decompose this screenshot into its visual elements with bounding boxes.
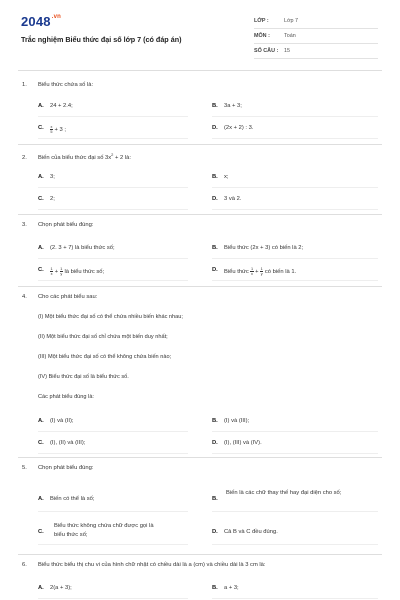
question-3-title bbox=[22, 222, 93, 228]
option-text: $\frac{x}{5}$ + 3 ; bbox=[50, 125, 66, 134]
question-6-title bbox=[22, 562, 266, 568]
question-1-option-d[interactable] bbox=[212, 120, 378, 139]
fraction: $\frac{1}{y}$ bbox=[60, 267, 63, 276]
question-4-title bbox=[22, 294, 97, 300]
option-letter: C. bbox=[38, 196, 44, 202]
meta-value: Lớp 7 bbox=[284, 18, 299, 24]
question-2-option-c[interactable] bbox=[38, 191, 188, 210]
question-3-option-d[interactable] bbox=[212, 262, 378, 281]
option-text: (I) và (III); bbox=[224, 418, 250, 424]
option-letter: B. bbox=[212, 103, 218, 109]
fraction: $\frac{1}{x}$ bbox=[250, 267, 254, 276]
option-text: Biểu thức $\frac{1}{x}$ + $\frac{1}{y}$ có biến là 1. bbox=[224, 267, 297, 276]
option-letter: B. bbox=[212, 245, 218, 251]
question-2-option-d[interactable] bbox=[212, 191, 378, 210]
option-text: 3a + 3; bbox=[224, 103, 242, 109]
option-letter: D. bbox=[212, 196, 218, 202]
question-number: 3. bbox=[22, 222, 27, 228]
option-text: (I) và (II); bbox=[50, 418, 74, 424]
question-4-option-a[interactable] bbox=[38, 413, 188, 432]
fraction: $\frac{1}{y}$ bbox=[260, 267, 263, 276]
option-letter: D. bbox=[212, 440, 218, 446]
header-divider bbox=[18, 70, 382, 71]
statement: (I) Một biểu thức đại số có thể chứa nhiều biến khác nhau; bbox=[38, 314, 183, 320]
meta-grade bbox=[254, 14, 378, 29]
question-1-option-a[interactable] bbox=[38, 98, 188, 117]
question-number: 6. bbox=[22, 562, 27, 568]
option-letter: A. bbox=[38, 496, 44, 502]
option-text: $\frac{1}{x}$ + $\frac{1}{y}$ là biểu thức số; bbox=[50, 267, 105, 276]
option-letter: A. bbox=[38, 174, 44, 180]
question-text: Biểu thức chứa số là: bbox=[38, 82, 94, 88]
option-text: Biểu thức (2x + 3) có biến là 2; bbox=[224, 245, 304, 251]
meta-question-count bbox=[254, 44, 378, 59]
option-letter: B. bbox=[212, 174, 218, 180]
option-text: 2; bbox=[50, 196, 55, 202]
question-divider bbox=[18, 286, 382, 287]
question-2-option-b[interactable] bbox=[212, 169, 378, 188]
option-text: (2. 3 + 7) là biểu thức số; bbox=[50, 245, 115, 251]
question-6-option-b[interactable] bbox=[212, 580, 378, 599]
option-text: x; bbox=[224, 174, 229, 180]
question-5-title bbox=[22, 465, 93, 471]
question-1-title bbox=[22, 82, 93, 88]
question-text: Cho các phát biểu sau: bbox=[38, 294, 98, 300]
question-5-option-a[interactable] bbox=[38, 487, 188, 512]
question-number: 2. bbox=[22, 154, 27, 161]
meta-label: MÔN : bbox=[254, 33, 270, 39]
option-text: Biến có thể là số; bbox=[50, 496, 95, 502]
meta-label: SỐ CÂU : bbox=[254, 48, 279, 54]
statement: (III) Một biểu thức đại số có thể không chứa biến nào; bbox=[38, 354, 172, 360]
question-2-option-a[interactable] bbox=[38, 169, 188, 188]
question-5-option-d[interactable] bbox=[212, 520, 378, 545]
option-letter: A. bbox=[38, 245, 44, 251]
option-text: 24 + 2.4; bbox=[50, 103, 73, 109]
question-number: 5. bbox=[22, 465, 27, 471]
question-3-option-b[interactable] bbox=[212, 240, 378, 259]
question-1-option-c[interactable] bbox=[38, 120, 188, 139]
question-4-option-b[interactable] bbox=[212, 413, 378, 432]
question-divider bbox=[18, 457, 382, 458]
option-text: Biểu thức không chứa chữ được gọi là biểu thức số; bbox=[54, 523, 154, 538]
logo-main: 2048 bbox=[21, 14, 51, 29]
option-text: 2(a + 3); bbox=[50, 585, 72, 591]
option-text: (2x + 2) : 3. bbox=[224, 125, 254, 131]
question-6-option-a[interactable] bbox=[38, 580, 188, 599]
option-text: 3 và 2. bbox=[224, 196, 242, 202]
option-letter: D. bbox=[212, 125, 218, 131]
option-text: Biến là các chữ thay thế hay đại diện cho số; bbox=[226, 490, 342, 496]
meta-label: LỚP : bbox=[254, 18, 269, 24]
meta-subject bbox=[254, 29, 378, 44]
page-header bbox=[0, 0, 400, 70]
document-title: Trắc nghiệm Biểu thức đại số lớp 7 (có đáp án) bbox=[21, 35, 182, 44]
question-3-option-a[interactable] bbox=[38, 240, 188, 259]
question-2-title bbox=[22, 152, 131, 161]
logo-suffix: .vn bbox=[51, 14, 62, 20]
option-letter: C. bbox=[38, 125, 44, 131]
option-letter: A. bbox=[38, 103, 44, 109]
meta-value: 15 bbox=[284, 48, 290, 54]
question-text: Chọn phát biểu đúng: bbox=[38, 465, 94, 471]
option-text: a + 3; bbox=[224, 585, 239, 591]
statement: (II) Một biểu thức đại số chỉ chứa một biến duy nhất; bbox=[38, 334, 168, 340]
question-3-option-c[interactable] bbox=[38, 262, 188, 281]
question-5-option-b[interactable] bbox=[212, 487, 378, 512]
question-1-option-b[interactable] bbox=[212, 98, 378, 117]
question-divider bbox=[18, 144, 382, 145]
question-4-option-d[interactable] bbox=[212, 435, 378, 454]
question-5-option-c[interactable] bbox=[38, 520, 188, 545]
fraction: $\frac{1}{x}$ bbox=[50, 267, 53, 276]
question-number: 1. bbox=[22, 82, 27, 88]
question-text: Chọn phát biểu đúng: bbox=[38, 222, 94, 228]
meta-value: Toán bbox=[284, 33, 296, 39]
question-divider bbox=[18, 554, 382, 555]
statement-prompt: Các phát biểu đúng là: bbox=[38, 394, 94, 400]
option-letter: D. bbox=[212, 529, 218, 535]
question-divider bbox=[18, 214, 382, 215]
question-4-option-c[interactable] bbox=[38, 435, 188, 454]
option-text: (I), (III) và (IV). bbox=[224, 440, 262, 446]
option-text: Cả B và C đều đúng. bbox=[224, 529, 278, 535]
option-letter: C. bbox=[38, 440, 44, 446]
option-letter: B. bbox=[212, 585, 218, 591]
question-text: Biểu thức biểu thị chu vi của hình chữ nhật có chiều dài là a (cm) và chiều dài là 3 cm là: bbox=[38, 562, 266, 568]
site-logo[interactable] bbox=[21, 14, 61, 29]
option-letter: B. bbox=[212, 496, 218, 502]
fraction: $\frac{x}{5}$ bbox=[50, 125, 53, 134]
option-text: (I), (II) và (III); bbox=[50, 440, 86, 446]
statement: (IV) Biểu thức đại số là biểu thức số. bbox=[38, 374, 129, 380]
question-number: 4. bbox=[22, 294, 27, 300]
option-letter: D. bbox=[212, 267, 218, 273]
option-letter: B. bbox=[212, 418, 218, 424]
option-letter: A. bbox=[38, 418, 44, 424]
option-letter: C. bbox=[38, 267, 44, 273]
option-letter: A. bbox=[38, 585, 44, 591]
option-text: 3; bbox=[50, 174, 55, 180]
option-letter: C. bbox=[38, 529, 44, 535]
question-text: Biến của biểu thức đại số $3x^2 + 2$ là: bbox=[38, 152, 131, 161]
